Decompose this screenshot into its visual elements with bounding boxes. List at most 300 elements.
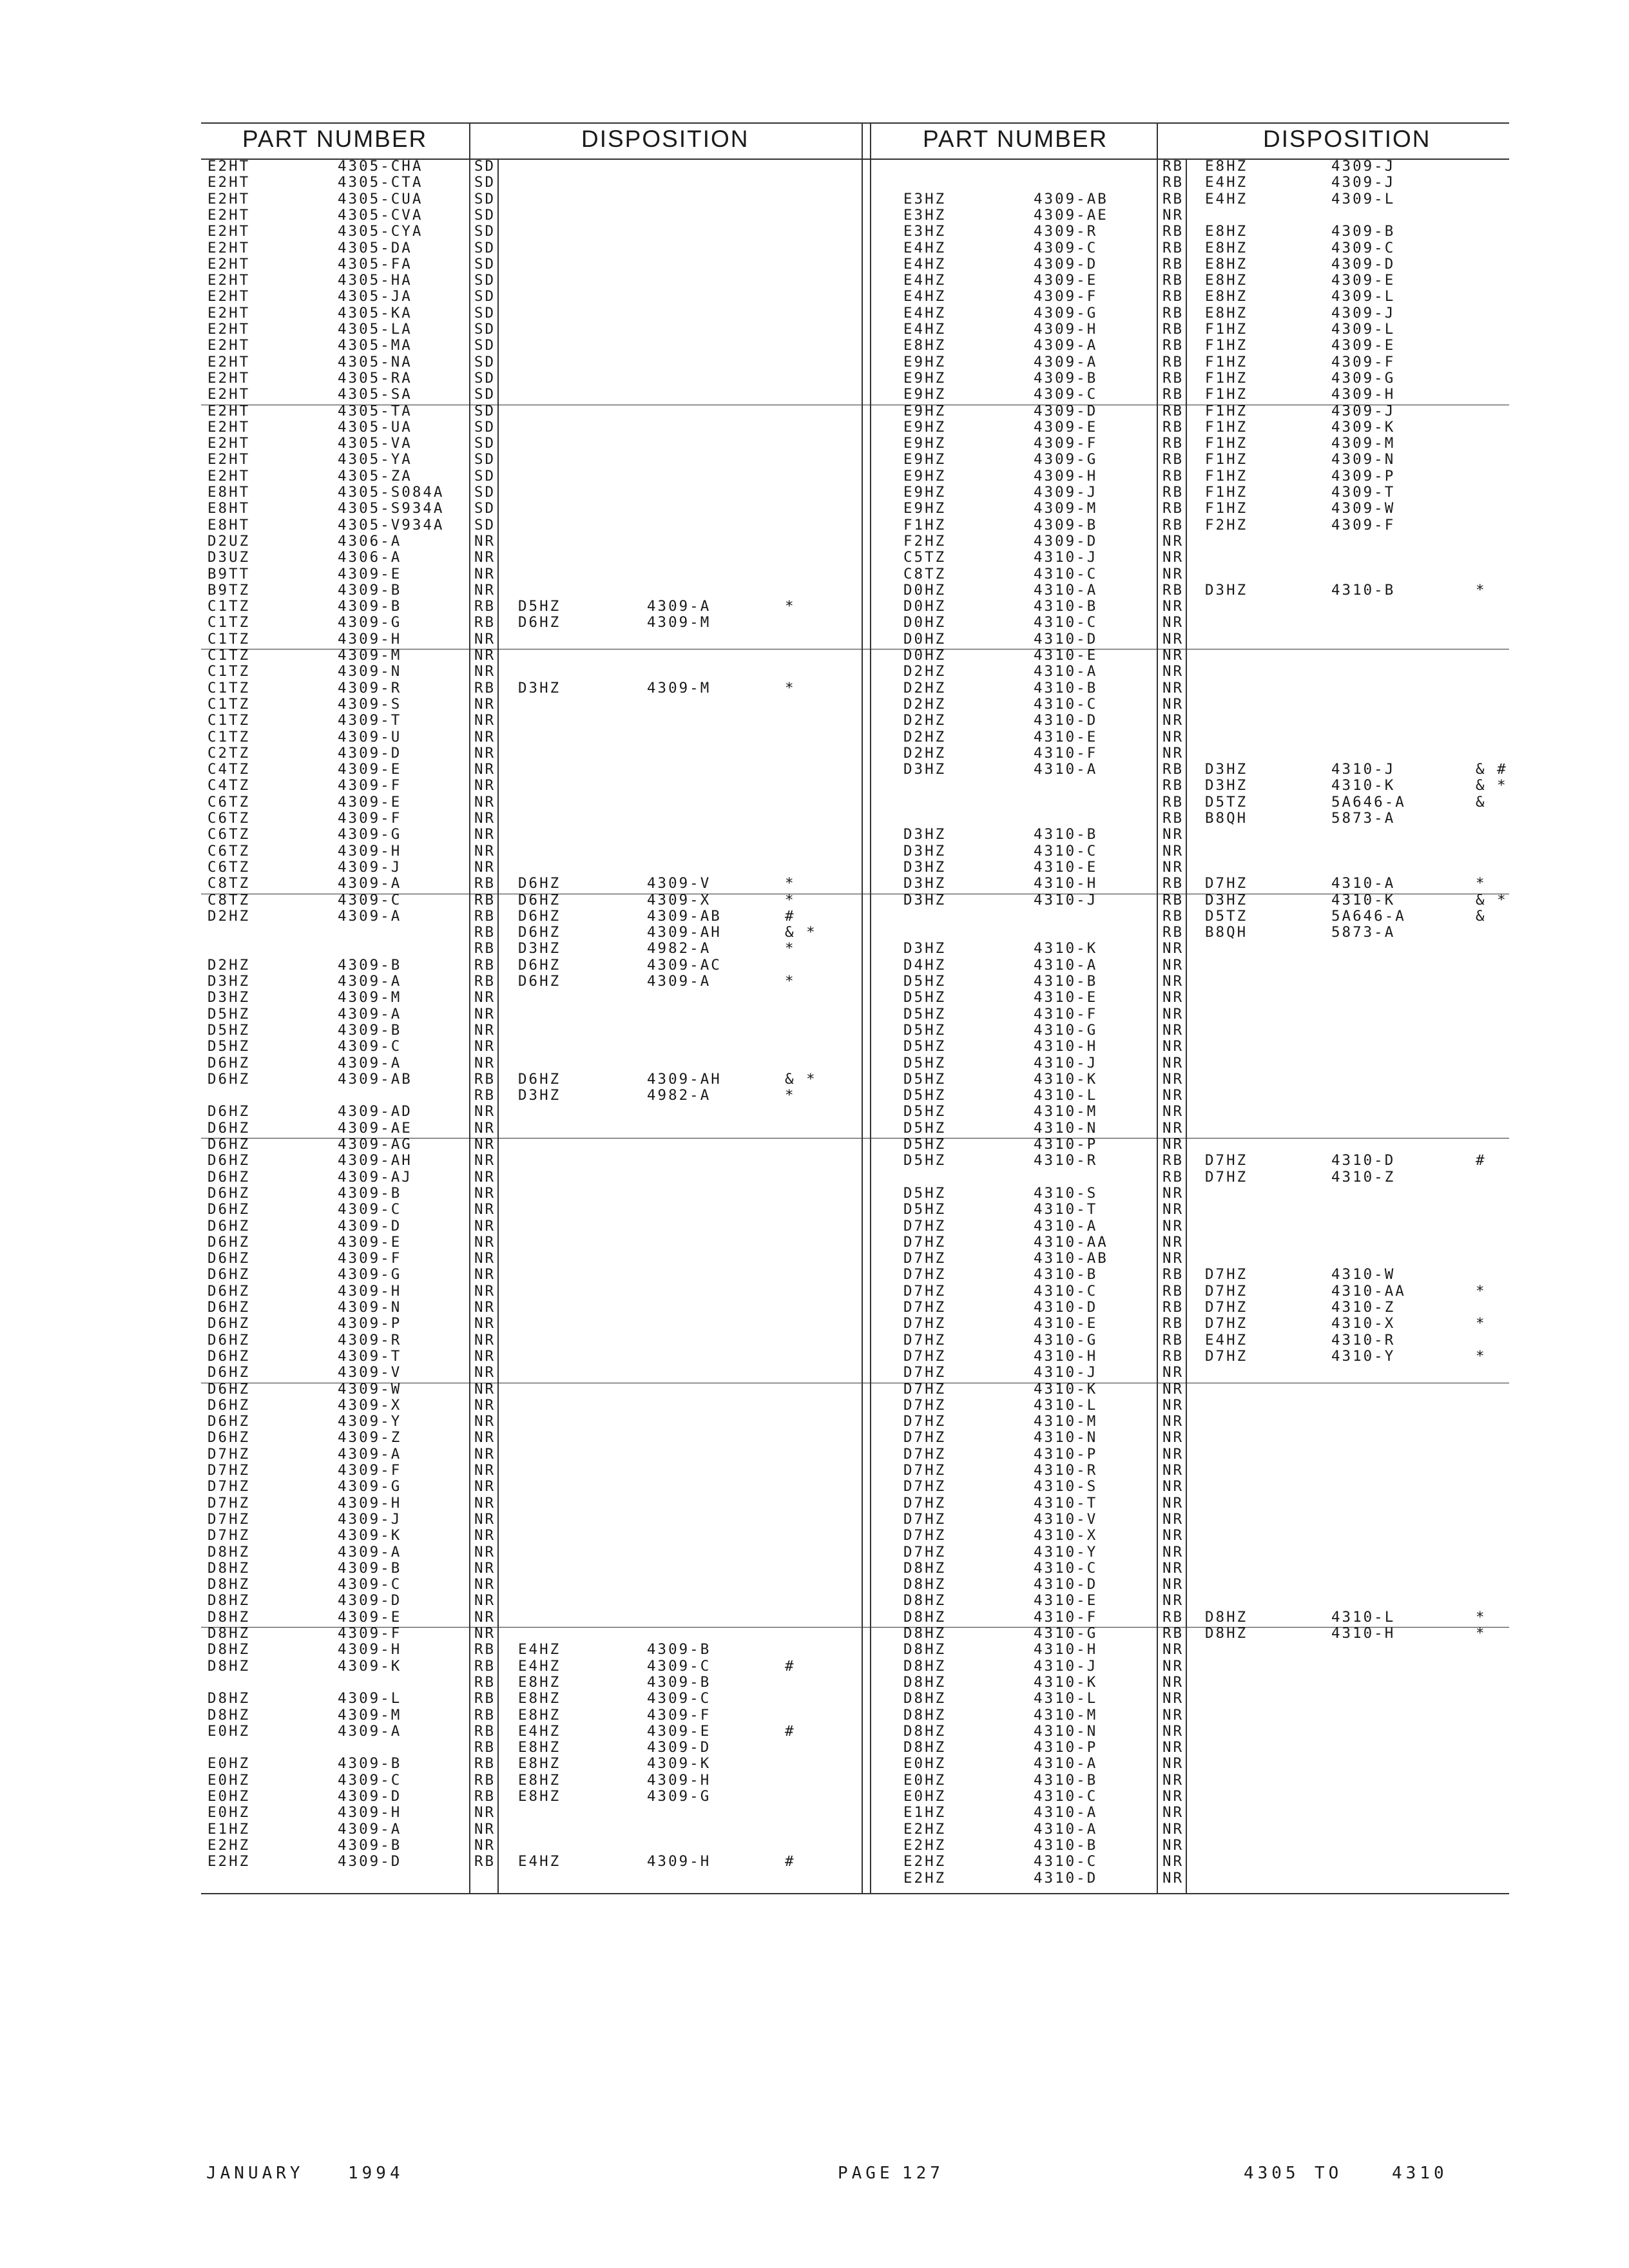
footer-range-to: TO bbox=[1315, 2164, 1343, 2183]
cell-code: RB bbox=[474, 924, 496, 941]
cell-code: RB bbox=[1162, 1315, 1184, 1332]
cell-part: 4305-KA bbox=[338, 304, 412, 322]
cell-code: NR bbox=[1162, 842, 1184, 860]
cell-rprefix: E8HZ bbox=[1205, 239, 1248, 256]
cell-rprefix: D6HZ bbox=[518, 614, 561, 631]
cell-part: 4305-NA bbox=[338, 353, 412, 370]
cell-part: 4310-V bbox=[1034, 1510, 1098, 1528]
cell-prefix: D0HZ bbox=[903, 598, 947, 615]
cell-prefix: C8TZ bbox=[903, 565, 947, 582]
cell-rprefix: D8HZ bbox=[1205, 1625, 1248, 1642]
cell-code: SD bbox=[474, 190, 496, 207]
cell-part: 4309-W bbox=[338, 1380, 402, 1398]
cell-prefix: D7HZ bbox=[903, 1299, 947, 1316]
cell-part: 4310-C bbox=[1034, 1282, 1098, 1300]
cell-code: NR bbox=[1162, 1527, 1184, 1544]
cell-part: 4309-A bbox=[338, 1445, 402, 1463]
cell-prefix: E0HZ bbox=[903, 1771, 947, 1789]
cell-prefix: D6HZ bbox=[207, 1152, 251, 1169]
cell-part: 4310-E bbox=[1034, 989, 1098, 1006]
cell-rprefix: E4HZ bbox=[518, 1657, 561, 1675]
cell-prefix: E0HZ bbox=[207, 1804, 251, 1821]
cell-code: SD bbox=[474, 158, 496, 175]
cell-part: 4309-A bbox=[338, 973, 402, 990]
cell-part: 4309-H bbox=[338, 1282, 402, 1300]
cell-code: RB bbox=[474, 907, 496, 925]
cell-code: NR bbox=[474, 1184, 496, 1202]
cell-code: RB bbox=[1162, 1347, 1184, 1365]
footer-range-end: 4310 bbox=[1392, 2164, 1448, 2183]
cell-part: 4309-N bbox=[338, 663, 402, 680]
cell-prefix: D5HZ bbox=[903, 1054, 947, 1072]
cell-rpart: 4310-K bbox=[1331, 891, 1396, 908]
cell-prefix: D8HZ bbox=[903, 1559, 947, 1577]
cell-part: 4309-C bbox=[338, 891, 402, 908]
cell-rprefix: D6HZ bbox=[518, 956, 561, 974]
cell-rpart: 4309-AH bbox=[647, 1070, 722, 1088]
cell-part: 4310-R bbox=[1034, 1152, 1098, 1169]
cell-code: RB bbox=[1162, 451, 1184, 468]
cell-rprefix: F2HZ bbox=[1205, 516, 1248, 533]
cell-prefix: D7HZ bbox=[903, 1543, 947, 1561]
cell-part: 4310-F bbox=[1034, 744, 1098, 762]
cell-rprefix: E8HZ bbox=[518, 1771, 561, 1789]
cell-rpart: 4309-F bbox=[647, 1706, 711, 1724]
cell-part: 4310-E bbox=[1034, 1315, 1098, 1332]
cell-prefix: D6HZ bbox=[207, 1233, 251, 1251]
cell-rprefix: E8HZ bbox=[1205, 158, 1248, 175]
cell-prefix: F1HZ bbox=[903, 516, 947, 533]
cell-prefix: C1TZ bbox=[207, 647, 251, 664]
cell-part: 4309-F bbox=[1034, 288, 1098, 305]
cell-flag: * bbox=[1476, 875, 1487, 892]
cell-part: 4309-D bbox=[338, 1788, 402, 1805]
cell-rprefix: F1HZ bbox=[1205, 386, 1248, 403]
cell-rpart: 4309-F bbox=[1331, 516, 1396, 533]
cell-rprefix: D7HZ bbox=[1205, 1299, 1248, 1316]
cell-part: 4309-Z bbox=[338, 1429, 402, 1446]
cell-rpart: 4309-G bbox=[1331, 369, 1396, 387]
cell-prefix: C1TZ bbox=[207, 630, 251, 648]
cell-prefix: D7HZ bbox=[903, 1413, 947, 1430]
cell-flag: * bbox=[785, 1087, 796, 1104]
cell-flag: * bbox=[785, 875, 796, 892]
cell-code: NR bbox=[474, 826, 496, 843]
cell-prefix: E2HT bbox=[207, 288, 251, 305]
cell-rpart: 4309-C bbox=[647, 1657, 711, 1675]
cell-code: NR bbox=[474, 1820, 496, 1838]
footer-month: JANUARY bbox=[206, 2164, 304, 2183]
cell-part: 4305-DA bbox=[338, 239, 412, 256]
top-rule bbox=[201, 122, 1509, 124]
cell-rprefix: E8HZ bbox=[1205, 304, 1248, 322]
cell-prefix: E2HT bbox=[207, 272, 251, 289]
cell-code: NR bbox=[474, 549, 496, 566]
cell-prefix: D2UZ bbox=[207, 532, 251, 550]
cell-part: 4309-T bbox=[338, 712, 402, 729]
cell-rprefix: E8HZ bbox=[518, 1755, 561, 1773]
cell-code: NR bbox=[474, 1347, 496, 1365]
cell-prefix: D7HZ bbox=[903, 1494, 947, 1512]
cell-prefix: E2HZ bbox=[207, 1836, 251, 1854]
cell-part: 4309-A bbox=[338, 1054, 402, 1072]
cell-code: NR bbox=[474, 1445, 496, 1463]
cell-code: NR bbox=[1162, 1771, 1184, 1789]
cell-flag: & * bbox=[785, 1070, 817, 1088]
cell-code: NR bbox=[474, 1168, 496, 1186]
cell-prefix: D8HZ bbox=[903, 1722, 947, 1740]
cell-part: 4309-C bbox=[338, 1771, 402, 1789]
cell-code: NR bbox=[474, 647, 496, 664]
cell-prefix: E1HZ bbox=[903, 1804, 947, 1821]
cell-code: NR bbox=[474, 744, 496, 762]
cell-code: NR bbox=[1162, 1820, 1184, 1838]
cell-rprefix: E8HZ bbox=[1205, 223, 1248, 240]
cell-code: RB bbox=[1162, 1152, 1184, 1169]
cell-rpart: 4309-C bbox=[647, 1690, 711, 1707]
cell-code: RB bbox=[1162, 435, 1184, 452]
cell-code: RB bbox=[474, 1087, 496, 1104]
cell-prefix: D6HZ bbox=[207, 1315, 251, 1332]
cell-code: NR bbox=[1162, 1396, 1184, 1414]
cell-part: 4310-E bbox=[1034, 1592, 1098, 1610]
cell-part: 4310-J bbox=[1034, 1657, 1098, 1675]
cell-part: 4310-S bbox=[1034, 1478, 1098, 1495]
cell-code: SD bbox=[474, 255, 496, 273]
cell-rpart: 5A646-A bbox=[1331, 793, 1406, 811]
cell-part: 4309-X bbox=[338, 1396, 402, 1414]
cell-rprefix: D7HZ bbox=[1205, 1282, 1248, 1300]
cell-code: NR bbox=[1162, 1021, 1184, 1039]
cell-code: RB bbox=[474, 875, 496, 892]
cell-code: NR bbox=[1162, 206, 1184, 224]
cell-prefix: D6HZ bbox=[207, 1184, 251, 1202]
cell-rpart: 4310-D bbox=[1331, 1152, 1396, 1169]
cell-rpart: 4310-X bbox=[1331, 1315, 1396, 1332]
cell-part: 4310-E bbox=[1034, 647, 1098, 664]
cell-prefix: D8HZ bbox=[903, 1641, 947, 1658]
cell-part: 4305-CYA bbox=[338, 223, 423, 240]
cell-prefix: E2HT bbox=[207, 239, 251, 256]
cell-part: 4305-S934A bbox=[338, 500, 445, 517]
cell-rprefix: D5TZ bbox=[1205, 907, 1248, 925]
cell-part: 4309-A bbox=[1034, 337, 1098, 354]
cell-prefix: D6HZ bbox=[207, 1201, 251, 1218]
cell-prefix: D8HZ bbox=[207, 1641, 251, 1658]
cell-prefix: D7HZ bbox=[207, 1494, 251, 1512]
cell-code: RB bbox=[1162, 1168, 1184, 1186]
cell-code: NR bbox=[1162, 549, 1184, 566]
cell-code: NR bbox=[1162, 1462, 1184, 1479]
cell-prefix: E9HZ bbox=[903, 369, 947, 387]
cell-part: 4310-C bbox=[1034, 614, 1098, 631]
cell-part: 4310-A bbox=[1034, 581, 1098, 599]
cell-part: 4309-H bbox=[338, 630, 402, 648]
cell-prefix: E2HZ bbox=[903, 1836, 947, 1854]
cell-code: RB bbox=[1162, 1299, 1184, 1316]
cell-code: RB bbox=[1162, 174, 1184, 191]
cell-code: RB bbox=[1162, 810, 1184, 827]
cell-code: RB bbox=[474, 1771, 496, 1789]
cell-prefix: D6HZ bbox=[207, 1250, 251, 1267]
cell-code: NR bbox=[474, 728, 496, 745]
cell-flag: # bbox=[785, 1657, 796, 1675]
cell-rprefix: D6HZ bbox=[518, 907, 561, 925]
cell-code: NR bbox=[1162, 1413, 1184, 1430]
cell-prefix: D5HZ bbox=[903, 1119, 947, 1137]
cell-flag: * bbox=[1476, 1608, 1487, 1626]
cell-part: 4305-MA bbox=[338, 337, 412, 354]
cell-rpart: 4309-D bbox=[1331, 255, 1396, 273]
cell-code: RB bbox=[1162, 402, 1184, 419]
cell-rpart: 4309-W bbox=[1331, 500, 1396, 517]
cell-code: NR bbox=[474, 1217, 496, 1235]
cell-rpart: 4309-E bbox=[1331, 337, 1396, 354]
cell-part: 4309-H bbox=[338, 842, 402, 860]
cell-part: 4310-K bbox=[1034, 940, 1098, 957]
cell-rprefix: F1HZ bbox=[1205, 467, 1248, 485]
cell-code: SD bbox=[474, 402, 496, 419]
cell-prefix: C2TZ bbox=[207, 744, 251, 762]
cell-part: 4310-B bbox=[1034, 1771, 1098, 1789]
cell-code: NR bbox=[1162, 1690, 1184, 1707]
cell-part: 4309-C bbox=[338, 1576, 402, 1593]
cell-rprefix: B8QH bbox=[1205, 924, 1248, 941]
cell-prefix: C1TZ bbox=[207, 712, 251, 729]
cell-rprefix: D7HZ bbox=[1205, 1266, 1248, 1283]
cell-part: 4310-H bbox=[1034, 1347, 1098, 1365]
footer-page-number: 127 bbox=[902, 2164, 944, 2183]
cell-prefix: E3HZ bbox=[903, 206, 947, 224]
cell-code: NR bbox=[1162, 647, 1184, 664]
cell-part: 4309-T bbox=[338, 1347, 402, 1365]
cell-prefix: D8HZ bbox=[903, 1673, 947, 1691]
cell-prefix: D6HZ bbox=[207, 1136, 251, 1153]
cell-rprefix: F1HZ bbox=[1205, 353, 1248, 370]
cell-prefix: E3HZ bbox=[903, 190, 947, 207]
cell-code: NR bbox=[474, 663, 496, 680]
cell-part: 4309-B bbox=[338, 956, 402, 974]
cell-flag: # bbox=[785, 907, 796, 925]
cell-part: 4309-J bbox=[1034, 484, 1098, 501]
cell-prefix: E2HT bbox=[207, 418, 251, 436]
cell-code: RB bbox=[1162, 875, 1184, 892]
cell-code: NR bbox=[474, 989, 496, 1006]
cell-prefix: D0HZ bbox=[903, 647, 947, 664]
cell-part: 4309-AG bbox=[338, 1136, 412, 1153]
cell-code: NR bbox=[1162, 565, 1184, 582]
cell-part: 4309-F bbox=[338, 777, 402, 794]
cell-rpart: 5873-A bbox=[1331, 924, 1396, 941]
cell-code: NR bbox=[1162, 1804, 1184, 1821]
cell-rprefix: D7HZ bbox=[1205, 1347, 1248, 1365]
cell-rprefix: E8HZ bbox=[518, 1673, 561, 1691]
cell-part: 4310-S bbox=[1034, 1184, 1098, 1202]
footer-page-label: PAGE bbox=[838, 2164, 894, 2183]
cell-code: NR bbox=[474, 1233, 496, 1251]
cell-rpart: 4309-X bbox=[647, 891, 711, 908]
cell-code: NR bbox=[474, 777, 496, 794]
cell-part: 4309-A bbox=[338, 1543, 402, 1561]
cell-code: NR bbox=[1162, 1005, 1184, 1023]
cell-prefix: D7HZ bbox=[903, 1445, 947, 1463]
cell-code: SD bbox=[474, 369, 496, 387]
cell-rpart: 4309-AH bbox=[647, 924, 722, 941]
cell-code: NR bbox=[1162, 1559, 1184, 1577]
cell-part: 4309-E bbox=[1034, 272, 1098, 289]
cell-code: SD bbox=[474, 353, 496, 370]
cell-rprefix: E4HZ bbox=[1205, 190, 1248, 207]
cell-code: NR bbox=[474, 1299, 496, 1316]
cell-code: NR bbox=[1162, 663, 1184, 680]
cell-part: 4310-C bbox=[1034, 1853, 1098, 1870]
cell-flag: & * bbox=[1476, 777, 1508, 794]
cell-code: RB bbox=[1162, 581, 1184, 599]
cell-rpart: 4309-B bbox=[647, 1641, 711, 1658]
cell-rpart: 4309-H bbox=[647, 1771, 711, 1789]
cell-code: NR bbox=[474, 1331, 496, 1349]
cell-code: RB bbox=[1162, 484, 1184, 501]
cell-part: 4310-M bbox=[1034, 1103, 1098, 1120]
cell-part: 4310-L bbox=[1034, 1396, 1098, 1414]
cell-part: 4310-M bbox=[1034, 1706, 1098, 1724]
cell-rprefix: D3HZ bbox=[518, 1087, 561, 1104]
cell-code: NR bbox=[474, 1119, 496, 1137]
cell-code: RB bbox=[1162, 761, 1184, 778]
cell-code: RB bbox=[474, 973, 496, 990]
cell-code: SD bbox=[474, 467, 496, 485]
cell-code: NR bbox=[1162, 1494, 1184, 1512]
cell-flag: * bbox=[1476, 581, 1487, 599]
cell-part: 4310-L bbox=[1034, 1690, 1098, 1707]
cell-rpart: 4309-M bbox=[647, 679, 711, 697]
cell-part: 4309-B bbox=[338, 1755, 402, 1773]
cell-part: 4309-B bbox=[338, 1021, 402, 1039]
cell-part: 4305-CVA bbox=[338, 206, 423, 224]
cell-part: 4310-B bbox=[1034, 1266, 1098, 1283]
cell-code: NR bbox=[1162, 1250, 1184, 1267]
cell-prefix: D8HZ bbox=[207, 1625, 251, 1642]
cell-rpart: 4309-AC bbox=[647, 956, 722, 974]
cell-prefix: E4HZ bbox=[903, 321, 947, 338]
cell-code: NR bbox=[474, 1152, 496, 1169]
cell-part: 4310-B bbox=[1034, 679, 1098, 697]
cell-rpart: 4309-M bbox=[647, 614, 711, 631]
cell-prefix: D6HZ bbox=[207, 1070, 251, 1088]
cell-code: NR bbox=[1162, 1673, 1184, 1691]
cell-prefix: D2HZ bbox=[903, 744, 947, 762]
cell-code: RB bbox=[474, 1739, 496, 1756]
cell-part: 4309-V bbox=[338, 1364, 402, 1381]
cell-code: NR bbox=[1162, 1217, 1184, 1235]
cell-rprefix: E8HZ bbox=[1205, 288, 1248, 305]
cell-part: 4309-AB bbox=[338, 1070, 412, 1088]
cell-rprefix: E8HZ bbox=[518, 1690, 561, 1707]
cell-code: RB bbox=[474, 1657, 496, 1675]
cell-part: 4309-C bbox=[1034, 239, 1098, 256]
cell-prefix: D3HZ bbox=[903, 940, 947, 957]
cell-part: 4309-U bbox=[338, 728, 402, 745]
cell-prefix: D2HZ bbox=[903, 679, 947, 697]
cell-rpart: 4309-F bbox=[1331, 353, 1396, 370]
cell-prefix: D4HZ bbox=[903, 956, 947, 974]
cell-part: 4309-E bbox=[1034, 418, 1098, 436]
cell-rprefix: E4HZ bbox=[1205, 1331, 1248, 1349]
cell-code: NR bbox=[1162, 1054, 1184, 1072]
cell-rprefix: F1HZ bbox=[1205, 337, 1248, 354]
cell-part: 4310-B bbox=[1034, 973, 1098, 990]
cell-flag: * bbox=[785, 891, 796, 908]
cell-rprefix: D6HZ bbox=[518, 924, 561, 941]
cell-code: NR bbox=[1162, 956, 1184, 974]
cell-code: NR bbox=[1162, 1429, 1184, 1446]
cell-code: NR bbox=[474, 1380, 496, 1398]
cell-part: 4305-RA bbox=[338, 369, 412, 387]
cell-prefix: E0HZ bbox=[207, 1771, 251, 1789]
cell-part: 4309-M bbox=[1034, 500, 1098, 517]
cell-prefix: C1TZ bbox=[207, 614, 251, 631]
cell-rprefix: F1HZ bbox=[1205, 369, 1248, 387]
cell-prefix: D6HZ bbox=[207, 1103, 251, 1120]
cell-rpart: 4309-A bbox=[647, 598, 711, 615]
cell-prefix: D3HZ bbox=[903, 891, 947, 908]
cell-part: 4309-D bbox=[338, 1592, 402, 1610]
cell-prefix: D8HZ bbox=[207, 1543, 251, 1561]
cell-part: 4309-B bbox=[1034, 369, 1098, 387]
cell-prefix: D5HZ bbox=[903, 973, 947, 990]
cell-prefix: D3HZ bbox=[207, 989, 251, 1006]
left-disposition-header: DISPOSITION bbox=[581, 126, 749, 152]
cell-prefix: E2HT bbox=[207, 158, 251, 175]
cell-code: NR bbox=[1162, 1038, 1184, 1055]
cell-rpart: 4309-V bbox=[647, 875, 711, 892]
cell-code: NR bbox=[1162, 1836, 1184, 1854]
cell-code: RB bbox=[474, 1853, 496, 1870]
cell-rprefix: F1HZ bbox=[1205, 484, 1248, 501]
cell-code: NR bbox=[1162, 1853, 1184, 1870]
cell-rprefix: D7HZ bbox=[1205, 1152, 1248, 1169]
cell-part: 4309-M bbox=[338, 1706, 402, 1724]
cell-prefix: E2HZ bbox=[903, 1820, 947, 1838]
cell-code: NR bbox=[1162, 712, 1184, 729]
cell-rpart: 4309-T bbox=[1331, 484, 1396, 501]
cell-part: 4310-G bbox=[1034, 1331, 1098, 1349]
cell-prefix: E2HT bbox=[207, 369, 251, 387]
cell-part: 4309-K bbox=[338, 1527, 402, 1544]
cell-rpart: 4309-P bbox=[1331, 467, 1396, 485]
cell-rprefix: D6HZ bbox=[518, 1070, 561, 1088]
cell-rpart: 4310-B bbox=[1331, 581, 1396, 599]
cell-part: 4310-A bbox=[1034, 956, 1098, 974]
cell-prefix: D5HZ bbox=[207, 1005, 251, 1023]
cell-prefix: D0HZ bbox=[903, 614, 947, 631]
cell-code: NR bbox=[474, 1054, 496, 1072]
cell-code: SD bbox=[474, 418, 496, 436]
cell-prefix: D7HZ bbox=[903, 1478, 947, 1495]
cell-code: NR bbox=[474, 1576, 496, 1593]
cell-rprefix: F1HZ bbox=[1205, 321, 1248, 338]
cell-part: 4309-D bbox=[1034, 402, 1098, 419]
cell-rpart: 4310-A bbox=[1331, 875, 1396, 892]
cell-prefix: D8HZ bbox=[903, 1690, 947, 1707]
cell-prefix: D8HZ bbox=[207, 1559, 251, 1577]
cell-part: 4309-B bbox=[338, 581, 402, 599]
cell-part: 4310-D bbox=[1034, 1869, 1098, 1887]
cell-prefix: D3HZ bbox=[207, 973, 251, 990]
cell-rprefix: E8HZ bbox=[518, 1706, 561, 1724]
cell-part: 4306-A bbox=[338, 532, 402, 550]
cell-part: 4309-E bbox=[338, 761, 402, 778]
